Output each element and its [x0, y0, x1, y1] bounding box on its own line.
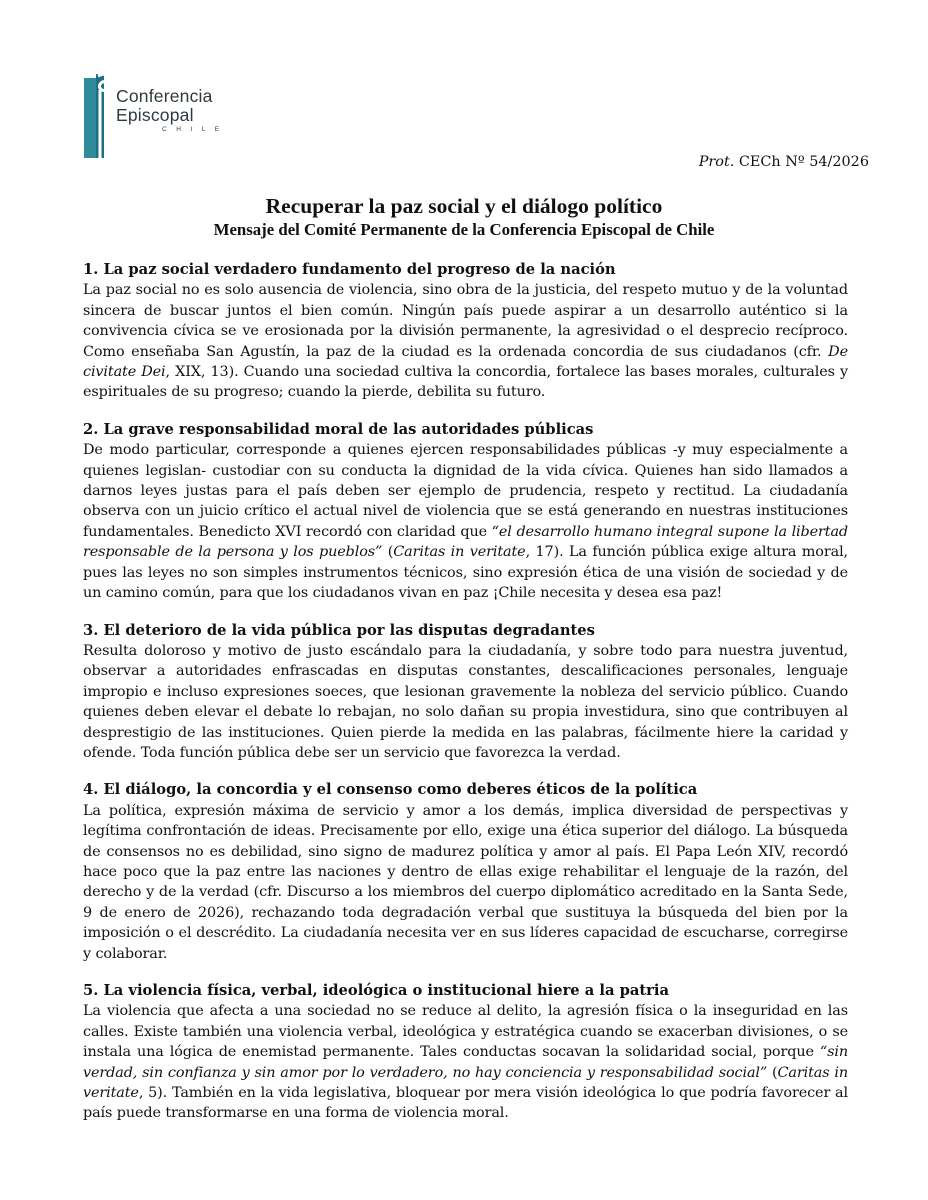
italic-text: Caritas in veritate	[393, 544, 526, 561]
section-1	[83, 260, 848, 403]
section-paragraph	[83, 641, 848, 763]
conferencia-episcopal-logo	[82, 70, 229, 158]
section-heading: 2. La grave responsabilidad moral de las autoridades públicas	[83, 420, 594, 438]
text-run: , 17). La función pública exige altura moral, pues las leyes no son simples instrumentos técnicos, sino expresión ética de una visión de sociedad y de un camino común, para que los ciudadanos vivan en paz ¡Chile necesita y desea esa paz!	[83, 544, 849, 602]
text-run: , XIX, 13). Cuando una sociedad cultiva la concordia, fortalece las bases morales, culturales y espirituales de su progreso; cuando la pierde, debilita su futuro.	[83, 364, 848, 401]
document-subtitle: Mensaje del Comité Permanente de la Conferencia Episcopal de Chile	[213, 220, 715, 239]
protocol-code: CECh Nº 54/2026	[734, 154, 869, 170]
section-paragraph	[83, 440, 848, 603]
logo-line-1: Conferencia	[116, 86, 213, 106]
text-run: (	[382, 544, 394, 561]
text-run: (	[767, 1064, 778, 1081]
section-paragraph	[83, 280, 848, 402]
italic-text: Caritas in veritate	[83, 1064, 848, 1102]
document-body	[83, 260, 848, 1141]
document-heading	[82, 194, 846, 240]
protocol-reference	[699, 154, 869, 170]
text-run: Resulta doloroso y motivo de justo escándalo para la ciudadanía, y sobre todo para nuestra juventud, observar a autoridades enfrascadas en disputas constantes, descalificaciones personales, lenguaje impropio e incluso expresiones soeces, que lesionan gravemente la nobleza del servicio público. Cuando quienes deben elevar el debate lo rebajan, no solo dañan su propia investidura, sino que contribuyen al desprestigio de las instituciones. Quien pierde la medida en las palabras, fácilmente hiere la caridad y ofende. Toda función pública debe ser un servicio que favorezca la verdad.	[83, 642, 848, 761]
italic-text: “sin verdad, sin confianza y sin amor por lo verdadero, no hay conciencia y responsabilidad social”	[83, 1044, 848, 1081]
logo-wordmark	[116, 87, 229, 134]
section-heading: 5. La violencia física, verbal, ideológica o institucional hiere a la patria	[83, 982, 670, 999]
section-heading: 1. La paz social verdadero fundamento del progreso de la nación	[83, 261, 616, 278]
section-paragraph	[83, 1001, 848, 1123]
section-4	[83, 780, 848, 964]
protocol-prefix: Prot.	[698, 154, 735, 170]
section-2	[83, 420, 848, 604]
section-3	[83, 621, 848, 764]
text-run: La violencia que afecta a una sociedad no se reduce al delito, la agresión física o la inseguridad en las calles. Existe también una violencia verbal, ideológica y estratégica cuando se exacerban divisiones, o se instala una lógica de enemistad permanente. Tales conductas socavan la solidaridad social, porque	[83, 1003, 848, 1061]
section-5	[83, 981, 848, 1124]
text-run: La paz social no es solo ausencia de violencia, sino obra de la justicia, del respeto mutuo y de la voluntad sincera de buscar juntos el bien común. Ningún país puede aspirar a un desarrollo auténtico si la convivencia cívica se ve erosionada por la división permanente, la agresividad o el desprecio recíproco. Como enseñaba San Agustín, la paz de la ciudad es la ordenada concordia de sus ciudadanos (cfr.	[83, 282, 848, 360]
section-heading: 3. El deterioro de la vida pública por las disputas degradantes	[83, 621, 595, 639]
italic-text: “el desarrollo humano integral supone la libertad responsable de la persona y los pueblos”	[83, 523, 848, 561]
logo-line-2: Episcopal	[116, 105, 194, 125]
logo-line-3: CHILE	[162, 126, 229, 133]
text-run: , 5). También en la vida legislativa, bloquear por mera visión ideológica lo que podría favorecer al país puede transformarse en una forma de violencia moral.	[83, 1085, 848, 1122]
italic-text: De civitate Dei	[83, 343, 848, 381]
text-run: La política, expresión máxima de servicio y amor a los demás, implica diversidad de perspectivas y legítima confrontación de ideas. Precisamente por ello, exige una ética superior del diálogo. La búsqueda de consensos no es debilidad, sino signo de madurez política y amor al país. El Papa León XIV, recordó hace poco que la paz entre las naciones y dentro de ellas exige rehabilitar el lenguaje de la razón, del derecho y de la verdad (cfr. Discurso a los miembros del cuerpo diplomático acreditado en la Santa Sede, 9 de enero de 2026), rechazando toda degradación verbal que sustituya la búsqueda del bien por la imposición o el descrédito. La ciudadanía necesita ver en sus líderes capacidad de escucharse, corregirse y colaborar.	[83, 802, 848, 962]
section-heading: 4. El diálogo, la concordia y el consenso como deberes éticos de la política	[83, 781, 698, 799]
text-run: De modo particular, corresponde a quienes ejercen responsabilidades públicas -y muy especialmente a quienes legislan- custodiar con su conducta la dignidad de la vida cívica. Quienes han sido llamados a darnos leyes justas para el país deben ser ejemplo de prudencia, respeto y rectitud. La ciudadanía observa con un juicio crítico el actual nivel de violencia que se está generando en nuestras instituciones fundamentales. Benedicto XVI recordó con claridad que	[83, 442, 848, 540]
document-title: Recuperar la paz social y el diálogo político	[265, 194, 663, 218]
section-paragraph	[83, 801, 848, 964]
